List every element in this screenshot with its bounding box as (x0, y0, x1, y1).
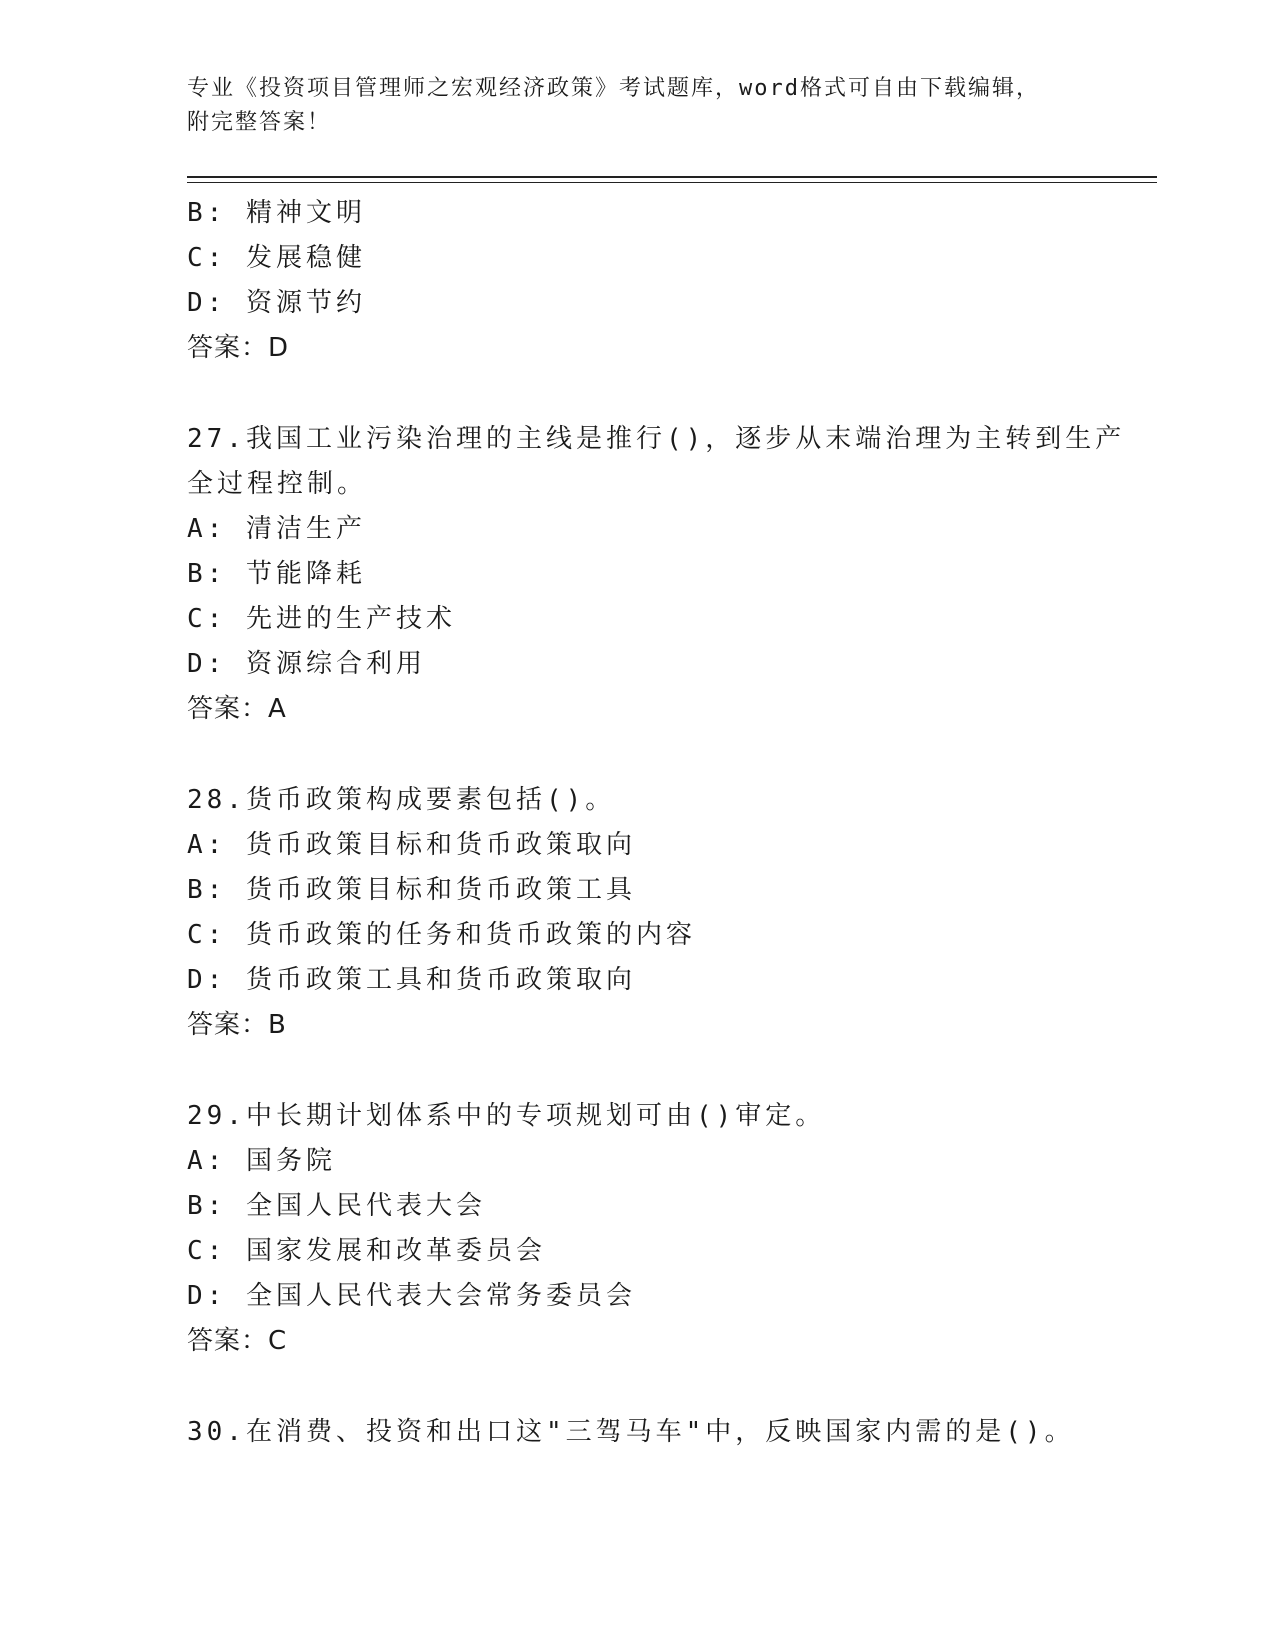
option-d: D: 货币政策工具和货币政策取向 (187, 965, 636, 995)
option-c: C: 国家发展和改革委员会 (187, 1236, 546, 1266)
document-header: 专业《投资项目管理师之宏观经济政策》考试题库，word格式可自由下载编辑，附完整答案！ (187, 76, 1040, 135)
option-a: A: 国务院 (187, 1146, 336, 1176)
option-b: B: 全国人民代表大会 (187, 1191, 486, 1221)
question-stem: 全过程控制。 (187, 469, 368, 499)
spacer (187, 1364, 1157, 1410)
document-page (187, 72, 1157, 1455)
question-29 (187, 1094, 1157, 1364)
header-divider (187, 176, 1157, 183)
continued-question-block (187, 191, 1157, 371)
option-b: B: 精神文明 (187, 198, 366, 228)
question-27 (187, 417, 1157, 732)
option-b: B: 货币政策目标和货币政策工具 (187, 875, 636, 905)
spacer (187, 371, 1157, 417)
question-stem: 30.在消费、投资和出口这"三驾马车"中，反映国家内需的是()。 (187, 1417, 1075, 1447)
option-a: A: 清洁生产 (187, 514, 366, 544)
answer-line: 答案：D (187, 333, 290, 363)
answer-line: 答案：A (187, 694, 287, 724)
option-d: D: 全国人民代表大会常务委员会 (187, 1281, 636, 1311)
answer-line: 答案：C (187, 1326, 288, 1356)
answer-line: 答案：B (187, 1010, 287, 1040)
question-stem: 27.我国工业污染治理的主线是推行()，逐步从末端治理为主转到生产 (187, 424, 1126, 454)
question-30 (187, 1410, 1157, 1455)
question-stem: 29.中长期计划体系中的专项规划可由()审定。 (187, 1101, 826, 1131)
question-28 (187, 778, 1157, 1048)
option-c: C: 先进的生产技术 (187, 604, 456, 634)
option-c: C: 发展稳健 (187, 243, 366, 273)
option-c: C: 货币政策的任务和货币政策的内容 (187, 920, 696, 950)
option-d: D: 资源综合利用 (187, 649, 426, 679)
question-stem: 28.货币政策构成要素包括()。 (187, 785, 616, 815)
option-a: A: 货币政策目标和货币政策取向 (187, 830, 636, 860)
spacer (187, 732, 1157, 778)
option-d: D: 资源节约 (187, 288, 366, 318)
spacer (187, 1048, 1157, 1094)
option-b: B: 节能降耗 (187, 559, 366, 589)
